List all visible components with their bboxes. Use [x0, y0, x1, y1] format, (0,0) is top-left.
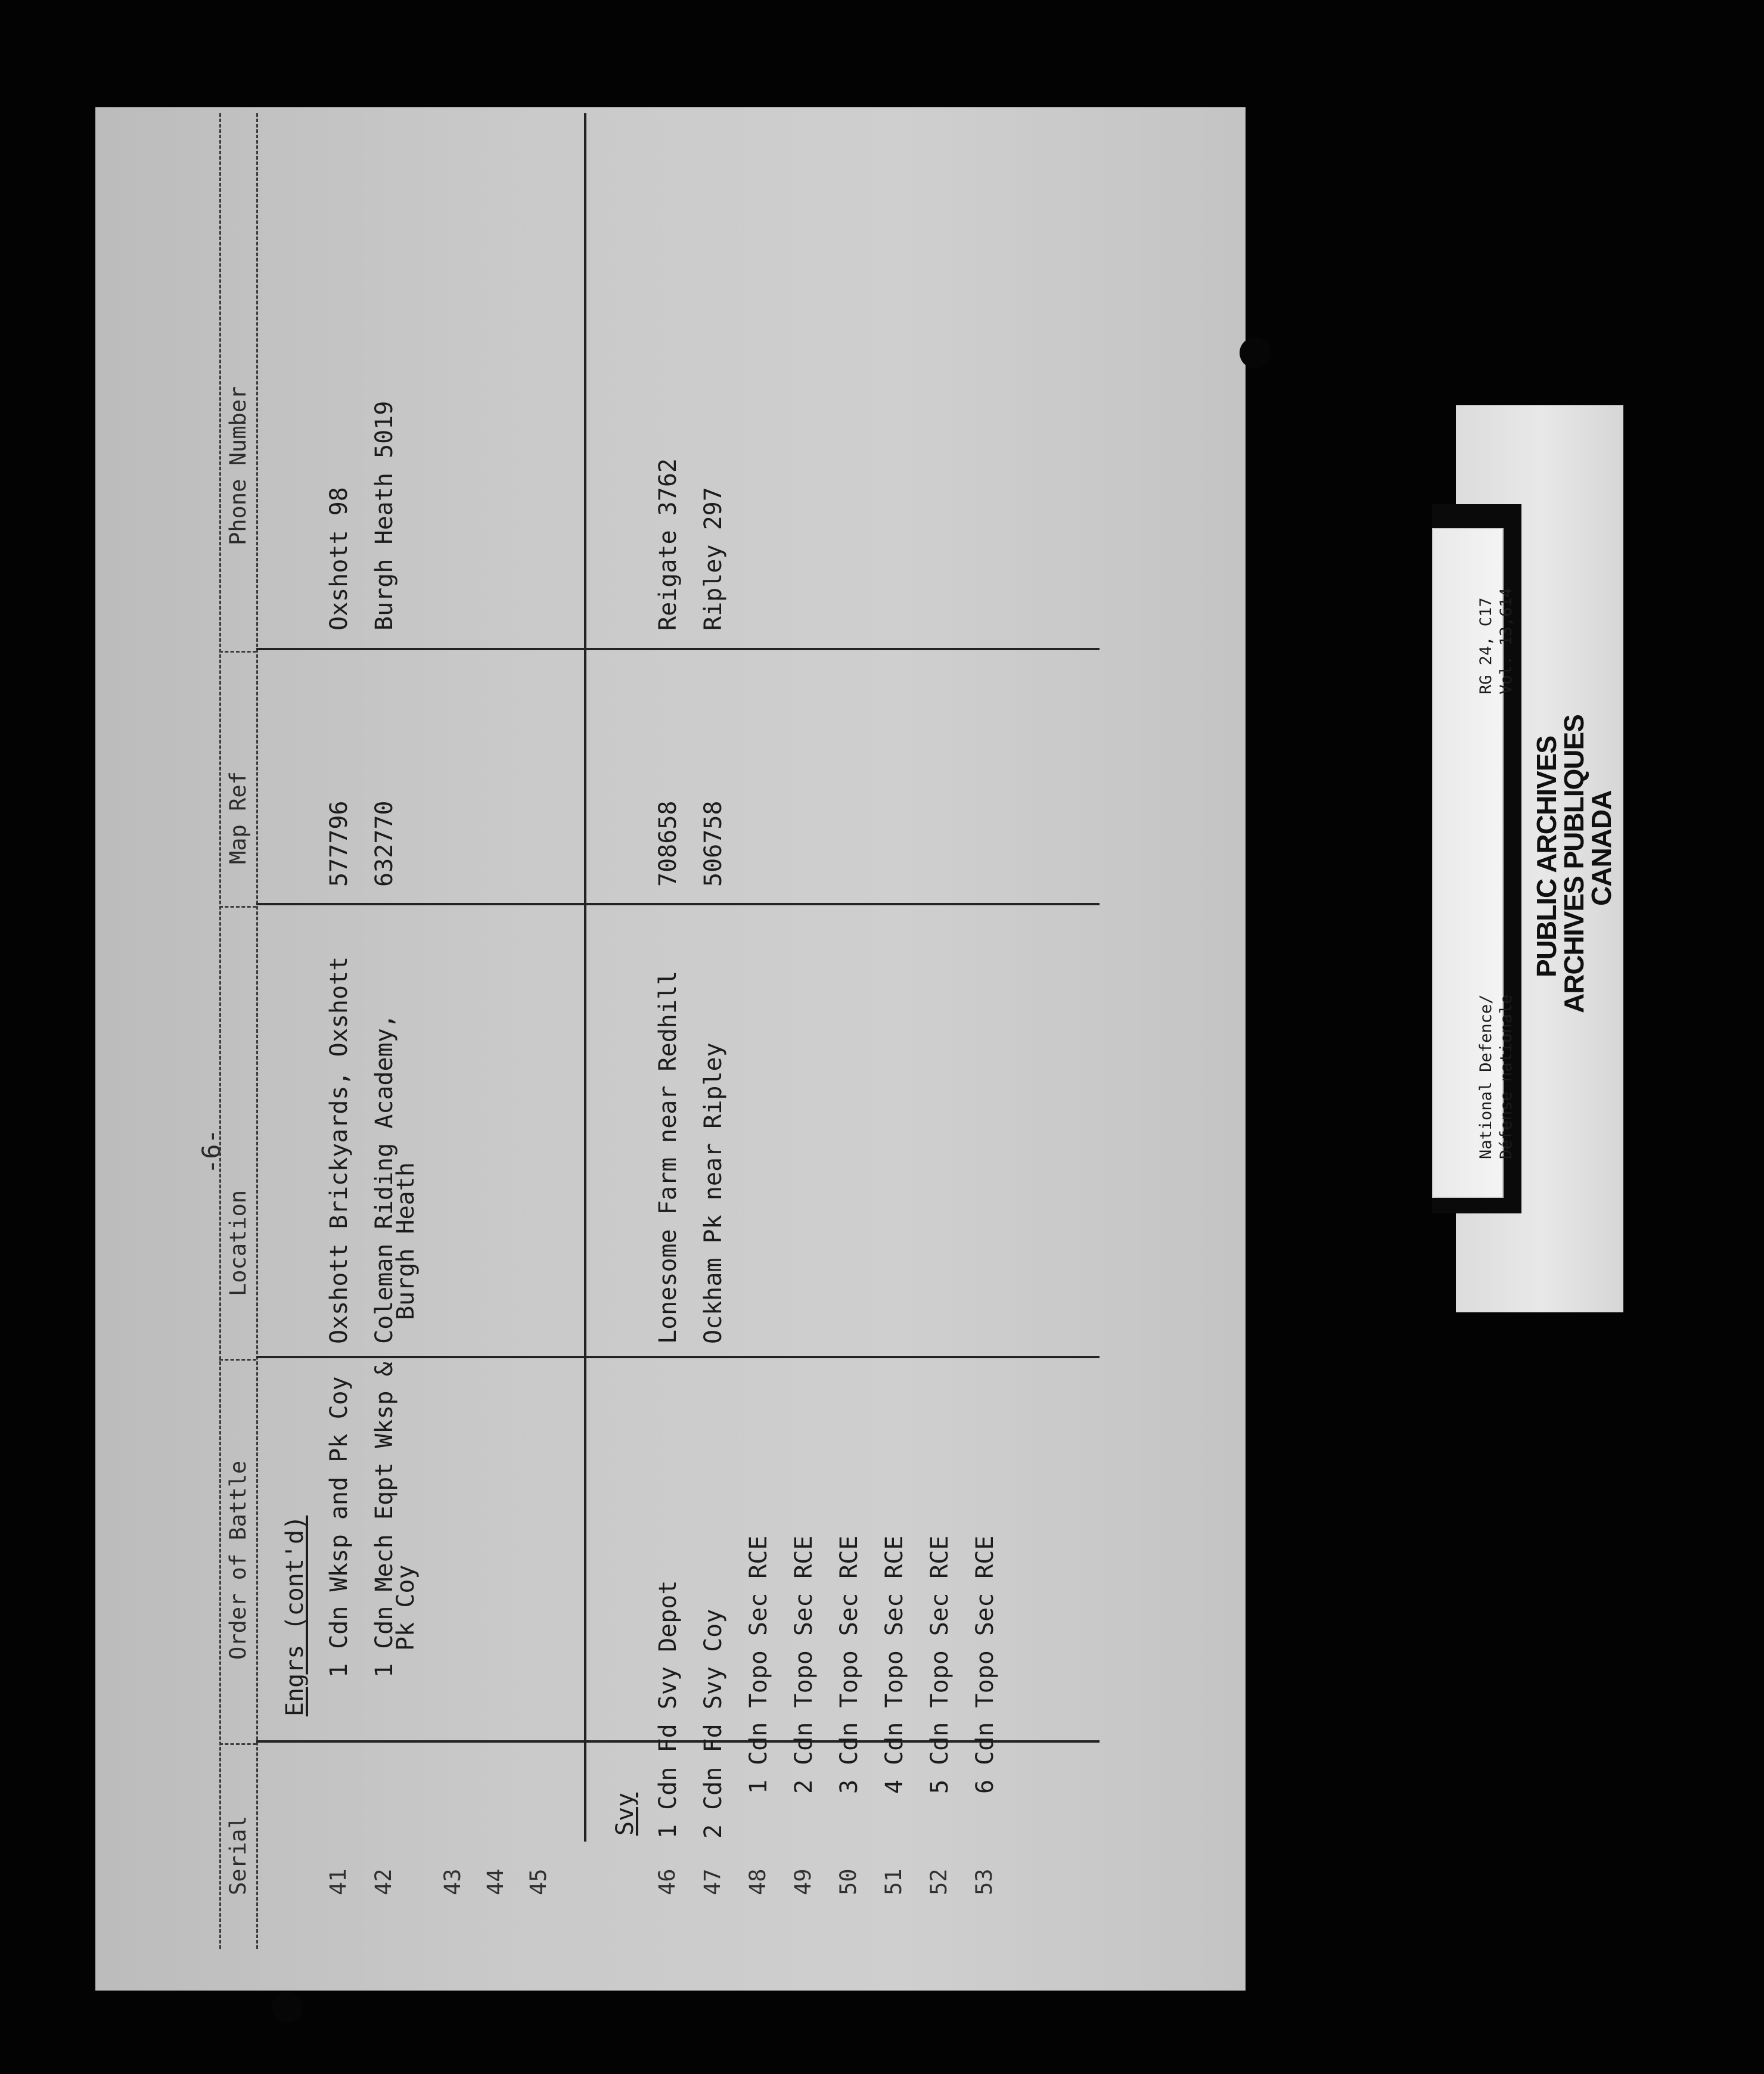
archives-seal-line-2: ARCHIVES PUBLIQUES [1558, 715, 1589, 1013]
column-rule-mapref [256, 648, 1100, 650]
header-divider-ref-location [219, 906, 256, 908]
map-ref-cell: 632770 [371, 800, 398, 887]
serial-cell: 44 [483, 1868, 508, 1895]
map-ref-cell: 577796 [325, 800, 353, 887]
header-rule-left [219, 113, 221, 1949]
location-cell: Lonesome Farm near Redhill [654, 970, 682, 1344]
punch-hole-bottom [272, 1992, 303, 2023]
location-cell: Ockham Pk near Ripley [700, 1042, 727, 1344]
document-page [95, 107, 1246, 1991]
order-cell: 6 Cdn Topo Sec RCE [971, 1535, 999, 1794]
section-heading-svy: Svy [611, 1792, 639, 1836]
archives-seal-line-3: CANADA [1586, 790, 1617, 906]
header-divider-phone-ref [219, 651, 256, 653]
order-cell-continued: Pk Coy [392, 1564, 420, 1651]
header-divider-order-serial [219, 1743, 256, 1745]
section-heading-engrs: Engrs (cont'd) [281, 1515, 309, 1716]
location-cell: Oxshott Brickyards, Oxshott [325, 956, 353, 1344]
serial-cell: 42 [371, 1868, 396, 1895]
department-english: National Defence/ [1477, 994, 1495, 1159]
department-french: Défense nationale [1497, 994, 1515, 1159]
order-cell: 1 Cdn Fd Svy Depot [654, 1580, 682, 1839]
phone-cell: Oxshott 98 [325, 487, 353, 631]
punch-hole-top [1240, 337, 1271, 368]
location-cell-continued: Burgh Heath [392, 1162, 420, 1320]
order-cell: 4 Cdn Topo Sec RCE [881, 1535, 908, 1794]
phone-cell: Burgh Heath 5019 [371, 400, 398, 631]
order-cell: 2 Cdn Topo Sec RCE [790, 1535, 818, 1794]
column-rule-order [256, 1356, 1100, 1358]
order-cell: 1 Cdn Topo Sec RCE [745, 1535, 772, 1794]
serial-cell: 45 [526, 1868, 551, 1895]
order-cell: 1 Cdn Mech Eqpt Wksp & [371, 1362, 398, 1678]
order-cell: 1 Cdn Wksp and Pk Coy [325, 1376, 353, 1678]
header-divider-location-order [219, 1359, 256, 1361]
serial-cell: 51 [881, 1868, 906, 1895]
serial-cell: 47 [700, 1868, 725, 1895]
column-rule-location [256, 903, 1100, 905]
section-separator-line [584, 113, 586, 1842]
header-rule-right [256, 113, 258, 1949]
serial-cell: 43 [440, 1868, 465, 1895]
serial-cell: 46 [654, 1868, 680, 1895]
header-phone-number: Phone Number [225, 386, 251, 545]
record-group: RG 24, C17 [1477, 597, 1495, 694]
serial-cell: 41 [325, 1868, 351, 1895]
header-location: Location [225, 1190, 251, 1296]
serial-cell: 53 [971, 1868, 997, 1895]
serial-cell: 49 [790, 1868, 816, 1895]
serial-cell: 48 [745, 1868, 771, 1895]
order-cell: 2 Cdn Fd Svy Coy [700, 1609, 727, 1839]
phone-cell: Ripley 297 [700, 487, 727, 631]
order-cell: 5 Cdn Topo Sec RCE [926, 1535, 954, 1794]
map-ref-cell: 506758 [700, 800, 727, 887]
archives-seal-line-1: PUBLIC ARCHIVES [1531, 736, 1562, 977]
phone-cell: Reigate 3762 [654, 458, 682, 631]
map-ref-cell: 708658 [654, 800, 682, 887]
header-order-of-battle: Order of Battle [225, 1460, 251, 1660]
order-cell: 3 Cdn Topo Sec RCE [836, 1535, 863, 1794]
header-serial: Serial [225, 1815, 251, 1895]
volume-number: Vol. 13,614 [1497, 588, 1515, 694]
location-cell: Coleman Riding Academy, [371, 1014, 398, 1344]
header-map-ref: Map Ref [225, 771, 251, 864]
serial-cell: 52 [926, 1868, 952, 1895]
serial-cell: 50 [836, 1868, 861, 1895]
page-number: -6- [197, 1129, 226, 1174]
